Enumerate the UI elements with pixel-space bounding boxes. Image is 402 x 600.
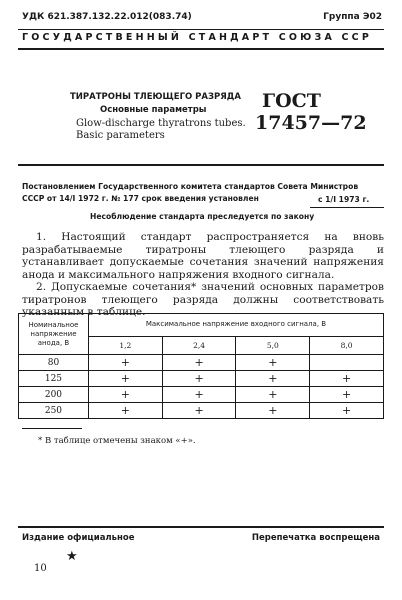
table-cell: + — [162, 355, 236, 371]
banner-rule — [18, 48, 384, 50]
table-cell: + — [310, 387, 384, 403]
table-cell: + — [236, 371, 310, 387]
table-cell: + — [88, 403, 162, 419]
anode-value: 80 — [19, 355, 89, 371]
subtitle-ru: Основные параметры — [100, 105, 207, 115]
prohibition-note: Несоблюдение стандарта преследуется по закону — [90, 212, 315, 221]
table-cell: + — [88, 355, 162, 371]
title-rule — [18, 164, 384, 166]
reprint-notice: Перепечатка воспрещена — [251, 533, 380, 543]
footer-rule — [18, 526, 384, 528]
table-cell: + — [236, 355, 310, 371]
gost-label: ГОСТ — [262, 90, 321, 112]
col-header: 5,0 — [236, 336, 310, 354]
anode-voltage-header: Номинальное напряжение анода, В — [19, 314, 89, 355]
table-row — [19, 387, 384, 403]
paragraph-2: 2. Допускаемые сочетания* значений основных параметров тиратронов тлеющего разряда должны соответствовать указанным в таблице. — [22, 281, 384, 318]
table-cell: + — [310, 403, 384, 419]
table-cell: + — [88, 387, 162, 403]
table-cell: + — [162, 387, 236, 403]
edition-label: Издание официальное — [22, 533, 135, 543]
group-code: Группа Э02 — [323, 12, 382, 22]
body-text — [22, 231, 384, 319]
table-row — [19, 371, 384, 387]
gost-number: 17457—72 — [255, 112, 367, 134]
page-number: 10 — [34, 563, 47, 574]
col-header: 2,4 — [162, 336, 236, 354]
udk-code: УДК 621.387.132.22.012(083.74) — [22, 12, 192, 22]
anode-value: 125 — [19, 371, 89, 387]
col-header: 1,2 — [88, 336, 162, 354]
table-cell: + — [236, 403, 310, 419]
star-icon: ★ — [66, 549, 78, 564]
decree-text: Постановлением Государственного комитета стандартов Совета Министров СССР от 14/I 1972 г. № 177 срок введения установлен — [22, 182, 359, 203]
table-row — [19, 355, 384, 371]
paragraph-1: 1. Настоящий стандарт распространяется на вновь разрабатываемые тиратроны тлеющего разряда и устанавливает допускаемые сочетания значений напряжения анода и максимального напряжения входного сигнала. — [22, 231, 384, 281]
table-cell: + — [88, 371, 162, 387]
col-header: 8,0 — [310, 336, 384, 354]
table-cell: + — [236, 387, 310, 403]
footnote: * В таблице отмечены знаком «+». — [38, 436, 196, 446]
anode-value: 200 — [19, 387, 89, 403]
top-rule — [18, 29, 384, 30]
table-cell — [310, 355, 384, 371]
table-cell: + — [162, 403, 236, 419]
date-underline — [310, 207, 384, 208]
table-cell: + — [162, 371, 236, 387]
input-signal-header: Максимальное напряжение входного сигнала, В — [88, 314, 383, 337]
title-en: Glow-discharge thyratrons tubes. — [76, 118, 246, 129]
table-row — [19, 403, 384, 419]
standard-banner: ГОСУДАРСТВЕННЫЙ СТАНДАРТ СОЮЗА ССР — [22, 32, 373, 43]
footnote-rule — [22, 428, 82, 429]
subtitle-en: Basic parameters — [76, 130, 165, 141]
effective-date: с 1/I 1973 г. — [318, 195, 370, 204]
title-ru: ТИРАТРОНЫ ТЛЕЮЩЕГО РАЗРЯДА — [70, 92, 241, 102]
parameters-table — [18, 313, 384, 419]
anode-value: 250 — [19, 403, 89, 419]
table-cell: + — [310, 371, 384, 387]
